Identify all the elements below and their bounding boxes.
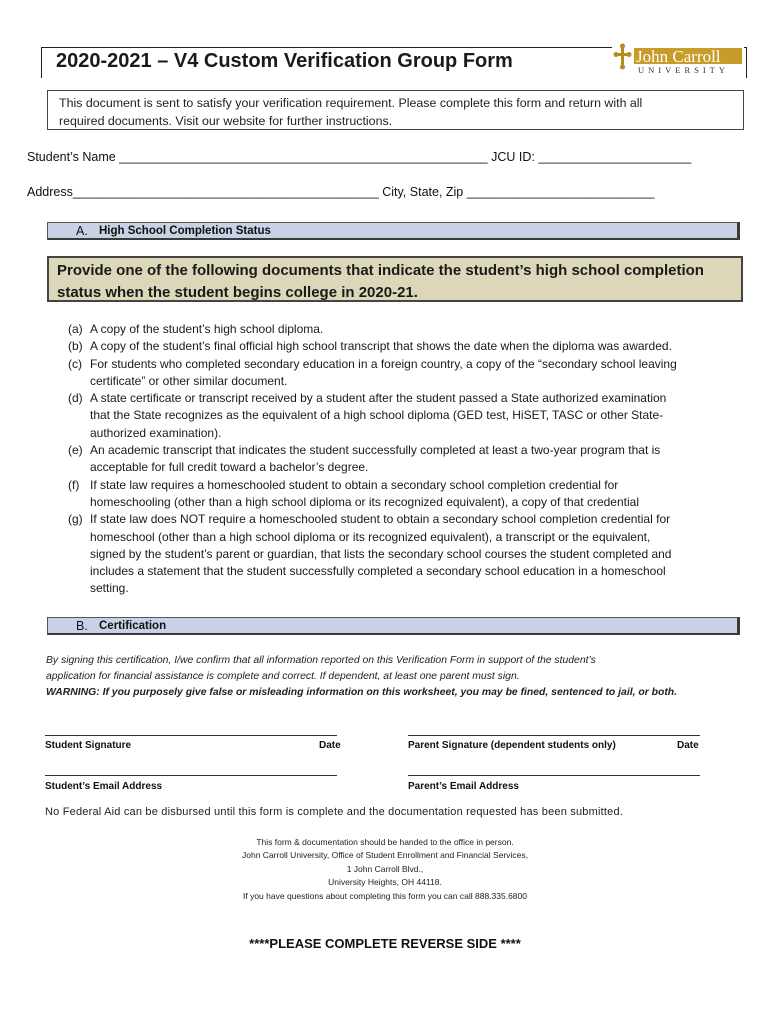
list-item	[68, 442, 728, 477]
footer-line: University Heights, OH 44118.	[328, 877, 442, 888]
list-item-line: homeschool (other than a high school diploma or its recognized equivalent), a transcript or the equivalent,	[90, 529, 651, 544]
student-signature-line[interactable]	[45, 735, 337, 736]
list-item-line: that the State recognizes as the equivalent of a high school diploma (GED test, HiSET, TASC or other State-	[90, 408, 664, 423]
list-item-line: For students who completed secondary education in a foreign country, a copy of the “secondary school leaving	[90, 356, 677, 371]
intro-line: This document is sent to satisfy your verification requirement. Please complete this form and return with all	[59, 96, 643, 110]
student-date-label: Date	[319, 740, 341, 751]
footer-line: John Carroll University, Office of Student Enrollment and Financial Services,	[242, 850, 528, 861]
section-letter: B.	[76, 619, 88, 633]
footer-line: This form & documentation should be handed to the office in person.	[256, 837, 514, 847]
logo-sub: UNIVERSITY	[638, 65, 729, 75]
provide-instructions	[47, 256, 743, 302]
parent-email-label: Parent’s Email Address	[408, 781, 519, 792]
list-item-line: An academic transcript that indicates the student successfully completed at least a two-year program that is	[90, 443, 661, 458]
document-list	[68, 321, 728, 598]
list-item-line: A copy of the student’s final official high school transcript that shows the date when the diploma was awarded.	[90, 339, 672, 354]
list-marker: (e)	[68, 443, 83, 458]
list-item-line: authorized examination).	[90, 425, 222, 440]
parent-date-label: Date	[677, 740, 699, 751]
list-item-line: homeschooling (other than a high school diploma or its recognized equivalent), a copy of that credential	[90, 494, 639, 509]
office-footer	[185, 836, 585, 903]
provide-line: Provide one of the following documents that indicate the student’s high school completion	[57, 262, 704, 279]
warning-line: WARNING: If you purposely give false or misleading information on this worksheet, you may be fined, sentenced to jail, or both.	[46, 687, 678, 698]
list-item-line: If state law does NOT require a homeschooled student to obtain a secondary school completion credential for	[90, 512, 671, 527]
list-marker: (d)	[68, 391, 83, 406]
list-item-line: A state certificate or transcript received by a student after the student passed a State authorized examination	[90, 391, 667, 406]
university-logo	[612, 42, 744, 76]
list-marker: (f)	[68, 477, 80, 492]
list-item	[68, 477, 728, 512]
footer-line: 1 John Carroll Blvd.,	[346, 863, 424, 874]
list-item-line: setting.	[90, 581, 129, 596]
list-marker: (g)	[68, 512, 83, 527]
intro-line: required documents. Visit our website for further instructions.	[59, 114, 393, 128]
parent-signature-label: Parent Signature (dependent students only)	[408, 740, 616, 751]
list-item	[68, 511, 728, 597]
provide-line: status when the student begins college in 2020-21.	[57, 284, 418, 301]
list-item-line: If state law requires a homeschooled student to obtain a secondary school completion credential for	[90, 477, 619, 492]
list-item-line: includes a statement that the student successfully completed a secondary school education in a homeschool	[90, 564, 666, 579]
list-marker: (a)	[68, 322, 83, 336]
list-item-line: signed by the student’s parent or guardian, that lists the secondary school courses the student completed and	[90, 546, 672, 561]
certification-text	[46, 653, 736, 701]
list-item-line: certificate” or other similar document.	[90, 373, 288, 388]
intro-box	[47, 90, 744, 130]
student-email-label: Student’s Email Address	[45, 781, 163, 792]
parent-email-line[interactable]	[408, 775, 700, 776]
section-b-header	[47, 617, 740, 635]
list-item-line: A copy of the student’s high school diploma.	[90, 322, 324, 336]
page-title: 2020-2021 – V4 Custom Verification Group Form	[56, 50, 513, 72]
list-item	[68, 356, 728, 391]
certification-line: By signing this certification, I/we confirm that all information reported on this Verification Form in support of the student’s	[46, 655, 596, 666]
address-field[interactable]: Address____________________________________________ City, State, Zip ___________________________	[27, 185, 655, 199]
section-label: Certification	[99, 620, 167, 632]
section-a-header	[47, 222, 740, 240]
parent-signature-line[interactable]	[408, 735, 700, 736]
list-item	[68, 321, 728, 338]
list-item-line: acceptable for full credit toward a bachelor’s degree.	[90, 460, 369, 475]
list-item	[68, 338, 728, 355]
logo-name: John Carroll	[636, 47, 721, 66]
federal-aid-notice: No Federal Aid can be disbursed until this form is complete and the documentation requested has been submitted.	[45, 806, 624, 818]
list-marker: (b)	[68, 339, 83, 354]
student-name-field[interactable]: Student’s Name _____________________________________________________ JCU ID: ______________________	[27, 150, 692, 164]
reverse-side-note: ****PLEASE COMPLETE REVERSE SIDE ****	[249, 936, 521, 951]
list-marker: (c)	[68, 356, 82, 371]
list-item	[68, 390, 728, 442]
student-email-line[interactable]	[45, 775, 337, 776]
section-letter: A.	[76, 224, 88, 238]
student-signature-label: Student Signature	[45, 740, 132, 751]
certification-line: application for financial assistance is complete and correct. If dependent, at least one parent must sign.	[46, 671, 520, 682]
footer-line: If you have questions about completing this form you can call 888.335.6800	[243, 890, 527, 901]
section-label: High School Completion Status	[99, 225, 271, 237]
